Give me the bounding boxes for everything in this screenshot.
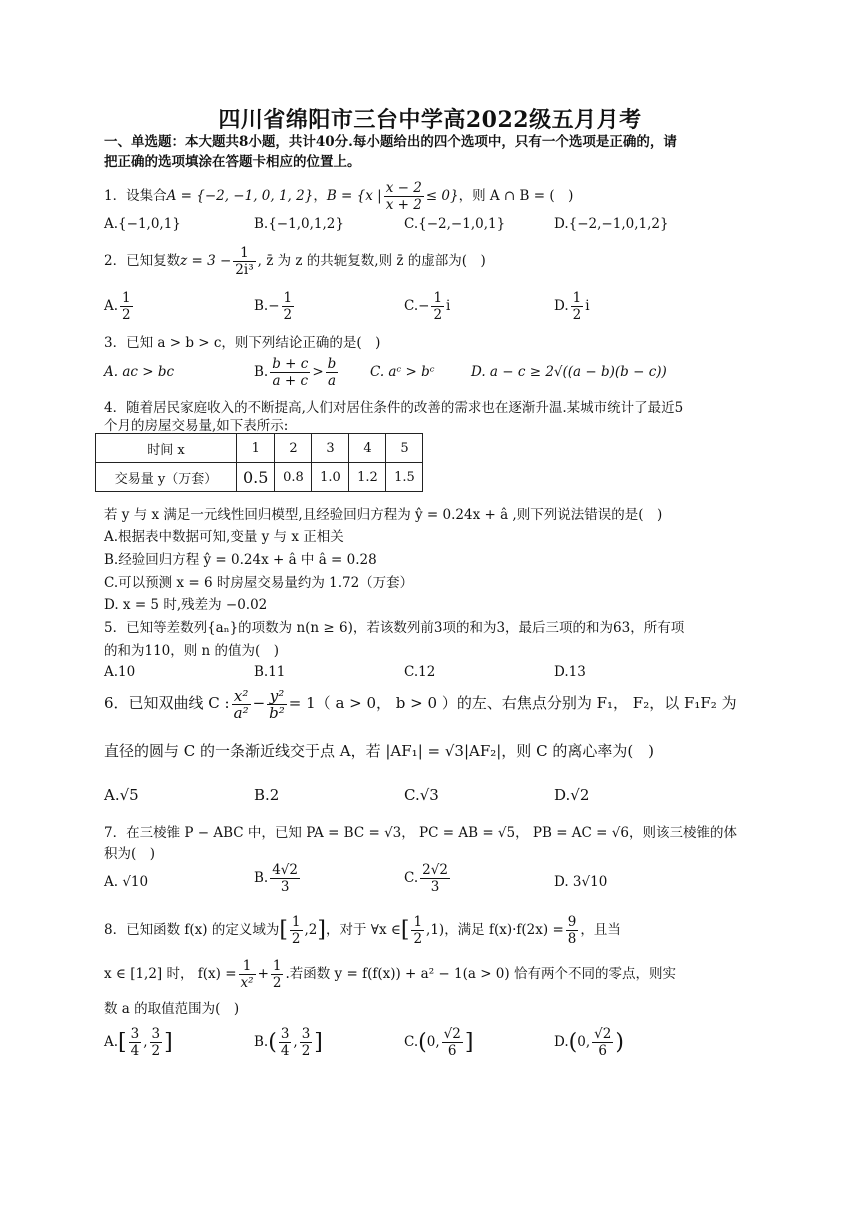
q1-set-b-right: ≤ 0} (425, 188, 459, 204)
q8-line2-suffix: .若函数 y = f(f(x)) + a² − 1(a > 0) 恰有两个不同的零点，则实 (285, 966, 676, 982)
q8-function-denominator-2: 2 (272, 975, 282, 991)
q8-function-numerator-1: 1 (239, 958, 256, 975)
q2-option-a-label: A. (104, 298, 119, 314)
q3-option-b-fraction-2 (326, 356, 339, 389)
q4-option-d[interactable]: D. x = 5 时,残差为 −0.02 (104, 597, 268, 613)
q2-option-b-denominator: 2 (283, 307, 293, 323)
table-cell: 4 (349, 434, 386, 463)
q8-function-denominator-1: x² (240, 975, 254, 991)
q8-interval-fraction (411, 914, 424, 947)
q2-fraction (233, 245, 255, 278)
q6-option-c[interactable]: C.√3 (404, 786, 439, 804)
table-cell: 3 (312, 434, 349, 463)
q2-expression: z = 3 − (180, 253, 232, 269)
q8-option-b-close: ] (314, 1030, 323, 1055)
q1-option-d[interactable]: D.{−2,−1,0,1,2} (554, 216, 669, 232)
q5-option-d[interactable]: D.13 (554, 664, 586, 680)
q8-option-a-numerator-2: 3 (151, 1026, 161, 1042)
q1-option-c[interactable]: C.{−2,−1,0,1} (404, 216, 506, 232)
question-6-stem (104, 683, 756, 723)
q8-option-d[interactable] (554, 1026, 624, 1059)
question-4-stem: 若 y 与 x 满足一元线性回归模型,且经验回归方程为 ŷ = 0.24x + â ,则下列说法错误的是( ) (104, 507, 663, 523)
question-6-line2: 直径的圆与 C 的一条渐近线交于点 A，若 |AF₁| = √3|AF₂|，则 C 的离心率为( ) (104, 742, 655, 760)
q2-option-c-label: C.− (404, 298, 430, 314)
q8-option-a-close: ] (164, 1030, 173, 1055)
q7-option-c-fraction (420, 862, 450, 895)
q8-option-d-numerator: √2 (594, 1026, 612, 1042)
question-7-options (104, 862, 756, 896)
q7-option-c[interactable] (404, 862, 452, 895)
q7-option-a[interactable]: A. √10 (104, 874, 149, 890)
q1-prefix: 1．设集合 (104, 188, 167, 204)
q8-option-b-numerator-2: 3 (301, 1026, 311, 1042)
q1-set-a: A = {−2, −1, 0, 1, 2} (166, 188, 314, 204)
q8-option-a-fraction-1 (129, 1026, 142, 1059)
q8-option-b-fraction-1 (279, 1026, 292, 1059)
table-cell: 0.5 (237, 463, 275, 492)
q2-option-a-fraction (120, 290, 133, 323)
q8-function-numerator-2: 1 (272, 958, 282, 974)
q4-option-a[interactable]: A.根据表中数据可知,变量 y 与 x 正相关 (104, 529, 344, 545)
table-row (96, 463, 423, 492)
q4-option-b[interactable]: B.经验回归方程 ŷ = 0.24x + â 中 â = 0.28 (104, 552, 377, 568)
question-5-line2: 的和为110，则 n 的值为( ) (104, 643, 280, 659)
question-1-stem (104, 180, 756, 213)
question-2-options (104, 290, 756, 324)
table-cell: 1.0 (312, 463, 349, 492)
q7-option-b-denominator: 3 (280, 879, 290, 895)
table-header-time: 时间 x (96, 434, 237, 463)
q6-denominator-1: a² (233, 703, 249, 722)
q2-option-d[interactable] (554, 290, 590, 323)
q7-option-c-numerator: 2√2 (422, 862, 448, 878)
question-4-line2: 个月的房屋交易量,如下表所示: (104, 418, 289, 434)
q8-function-fraction-2 (271, 958, 284, 991)
q7-option-c-denominator: 3 (430, 879, 440, 895)
q4-option-c[interactable]: C.可以预测 x = 6 时房屋交易量约为 1.72（万套） (104, 575, 414, 591)
question-8-line3: 数 a 的取值范围为( ) (104, 1001, 240, 1017)
q7-option-d[interactable]: D. 3√10 (554, 874, 608, 890)
q8-option-a-label: A. (104, 1034, 119, 1050)
question-8-line2 (104, 954, 756, 994)
q3-option-a[interactable]: A. ac > bc (104, 364, 175, 380)
question-6-options (104, 786, 756, 820)
table-cell: 5 (386, 434, 423, 463)
q8-option-d-denominator: 6 (598, 1043, 608, 1059)
question-4-line1: 4．随着居民家庭收入的不断提高,人们对居住条件的改善的需求也在逐渐升温.某城市统计了最近5 (104, 400, 684, 416)
q8-option-b-denominator-1: 4 (280, 1043, 290, 1059)
question-8-stem (104, 910, 756, 951)
q3-option-d[interactable]: D. a − c ≥ 2√((a − b)(b − c)) (471, 364, 667, 380)
q8-option-d-label: D. (554, 1034, 569, 1050)
q5-option-a[interactable]: A.10 (104, 664, 136, 680)
q6-suffix: = 1（ a > 0， b > 0 ）的左、右焦点分别为 F₁， F₂，以 F₁F₂ 为 (288, 694, 737, 712)
q7-option-b-label: B. (254, 870, 269, 886)
q8-domain-fraction (290, 914, 303, 947)
q1-option-a[interactable]: A.{−1,0,1} (104, 216, 181, 232)
q8-interval-numerator: 1 (413, 914, 423, 930)
question-3-stem: 3．已知 a > b > c，则下列结论正确的是( ) (104, 335, 381, 351)
q8-condition: ，满足 f(x)·f(2x) = (444, 922, 564, 938)
q1-separator: ， (313, 188, 327, 204)
q2-option-a-numerator: 1 (122, 290, 131, 306)
q2-option-b-numerator: 1 (283, 290, 293, 306)
q2-numerator: 1 (233, 245, 255, 262)
q3-option-b-label: B. (254, 364, 269, 380)
table-cell: 1.5 (386, 463, 423, 492)
q8-option-a-open: [ (118, 1030, 127, 1055)
q8-domain-denominator: 2 (291, 931, 301, 947)
q1-set-b-fraction (384, 180, 424, 213)
table-cell: 0.8 (275, 463, 312, 492)
q3-option-b-denominator-1: a + c (272, 373, 309, 389)
q6-minus: − (252, 694, 266, 712)
q8-option-d-lead: 0, (577, 1034, 591, 1050)
q8-line2-prefix: x ∈ [1,2] 时， f(x) = (104, 966, 237, 982)
q8-option-b[interactable]: B.( $\frac{3}{4}$ , $\frac{3}{2}$ ] (254, 1026, 323, 1059)
q8-option-a[interactable]: A.[ $\frac{3}{4}$ , $\frac{3}{2}$ ] (104, 1026, 173, 1059)
q8-option-c-close: ] (464, 1030, 474, 1055)
q6-fraction-2 (267, 688, 287, 721)
q8-interval-open: [ (400, 917, 410, 943)
q2-option-b-fraction (282, 290, 295, 323)
q1-set-b-numerator: x − 2 (385, 180, 422, 196)
q8-option-b-denominator-2: 2 (301, 1043, 311, 1059)
q8-option-d-open: ( (568, 1030, 578, 1055)
table-cell: 1.2 (349, 463, 386, 492)
q3-option-b-numerator-1: b + c (272, 356, 309, 372)
q1-set-b-left: B = {x | (326, 188, 382, 204)
q8-option-c-numerator: √2 (443, 1026, 461, 1042)
q3-option-b-numerator-2: b (327, 356, 337, 372)
q8-prefix: 8．已知函数 f(x) 的定义域为 (104, 922, 280, 938)
q3-option-b-denominator-2: a (327, 373, 336, 389)
q8-option-d-fraction (592, 1026, 613, 1059)
q2-option-a[interactable] (104, 290, 135, 323)
q8-option-b-open: ( (268, 1030, 277, 1055)
q8-option-b-numerator-1: 3 (280, 1026, 290, 1042)
q1-set-b-denominator: x + 2 (385, 197, 422, 213)
q8-condition-denominator: 8 (567, 931, 577, 947)
q2-option-c-fraction (431, 290, 444, 323)
q2-option-d-tail: i (585, 298, 590, 314)
q3-option-b-fraction-1 (270, 356, 310, 389)
q8-interval-denominator: 2 (413, 931, 423, 947)
q2-option-d-label: D. (554, 298, 569, 314)
q8-plus: + (257, 966, 269, 982)
section-heading-line2: 把正确的选项填涂在答题卡相应的位置上。 (104, 154, 361, 170)
q2-option-d-fraction (571, 290, 584, 323)
q6-option-b[interactable]: B.2 (254, 786, 280, 804)
q6-numerator-1: x² (232, 688, 251, 705)
q2-option-c-numerator: 1 (433, 290, 443, 306)
q6-denominator-2: b² (269, 703, 285, 722)
question-3-options (104, 356, 756, 390)
question-7-line1: 7．在三棱锥 P − ABC 中，已知 PA = BC = √3， PC = AB = √5， PB = AC = √6，则该三棱锥的体 (104, 825, 737, 841)
q2-option-c-tail: i (446, 298, 451, 314)
q8-option-c[interactable] (404, 1026, 473, 1059)
q8-domain-close: ] (317, 917, 326, 943)
question-8-options (104, 1026, 756, 1072)
table-header-volume: 交易量 y（万套） (96, 463, 237, 492)
q6-prefix: 6．已知双曲线 C : (104, 694, 230, 712)
q8-option-c-label: C. (404, 1034, 419, 1050)
q8-domain-numerator: 1 (291, 914, 301, 930)
q2-option-d-numerator: 1 (572, 290, 582, 306)
q8-domain-open: [ (279, 917, 288, 943)
table-row (96, 434, 423, 463)
q2-denominator: 2i³ (235, 262, 254, 278)
q3-option-b[interactable] (254, 356, 340, 389)
q7-option-b-fraction (270, 862, 300, 895)
q8-condition-fraction (566, 914, 579, 947)
q8-option-c-open: ( (418, 1030, 427, 1055)
q8-option-a-denominator-2: 2 (151, 1043, 161, 1059)
q6-option-a[interactable]: A.√5 (104, 786, 139, 804)
q8-option-a-fraction-2 (150, 1026, 163, 1059)
q2-option-d-denominator: 2 (572, 307, 582, 323)
q2-suffix: , z̄ 为 z 的共轭复数,则 z̄ 的虚部为( ) (257, 253, 486, 269)
q7-option-c-label: C. (404, 870, 419, 886)
q8-option-b-fraction-2 (300, 1026, 313, 1059)
q8-option-b-label: B. (254, 1034, 269, 1050)
q8-option-a-numerator-1: 3 (130, 1026, 140, 1042)
q8-option-c-fraction (442, 1026, 463, 1059)
q8-domain-right: ,2 (304, 922, 318, 938)
q2-option-b[interactable] (254, 290, 296, 323)
transaction-table (95, 433, 423, 492)
q7-option-b[interactable] (254, 862, 302, 895)
table-cell: 2 (275, 434, 312, 463)
q1-option-b[interactable]: B.{−1,0,1,2} (254, 216, 344, 232)
q8-option-d-close: ) (615, 1030, 624, 1055)
q6-option-d[interactable]: D.√2 (554, 786, 590, 804)
q8-option-a-denominator-1: 4 (130, 1043, 140, 1059)
q2-option-c-denominator: 2 (433, 307, 443, 323)
q6-numerator-2: y² (267, 688, 287, 705)
q7-option-b-numerator: 4√2 (272, 862, 298, 878)
q8-function-fraction-1 (239, 958, 256, 991)
section-heading-line1: 一、单选题：本大题共8小题，共计40分.每小题给出的四个选项中，只有一个选项是正确的，请 (104, 134, 677, 150)
q5-option-c[interactable]: C.12 (404, 664, 436, 680)
q8-option-c-denominator: 6 (447, 1043, 457, 1059)
q5-option-b[interactable]: B.11 (254, 664, 286, 680)
q8-option-c-lead: 0, (426, 1034, 440, 1050)
q2-option-c[interactable] (404, 290, 450, 323)
question-7-line2: 积为( ) (104, 846, 156, 862)
q8-interval-right: ,1) (426, 922, 445, 938)
question-5-line1: 5．已知等差数列{aₙ}的项数为 n(n ≥ 6)，若该数列前3项的和为3，最后三项的和为63，所有项 (104, 620, 685, 636)
q3-option-c[interactable]: C. aᶜ > bᶜ (370, 364, 435, 380)
q2-prefix: 2．已知复数 (104, 253, 181, 269)
q2-option-b-label: B.− (254, 298, 280, 314)
q3-option-b-gt: > (312, 364, 324, 380)
q1-suffix: ，则 A ∩ B = ( ) (458, 188, 574, 204)
q2-option-a-denominator: 2 (122, 307, 131, 323)
q6-fraction-1 (232, 688, 251, 721)
q8-condition-numerator: 9 (567, 914, 577, 930)
q8-condition-tail: ，且当 (580, 922, 621, 938)
page-title: 四川省绵阳市三台中学高2022级五月月考 (218, 107, 642, 133)
q8-mid: ，对于 ∀x ∈ (326, 922, 401, 938)
table-cell: 1 (237, 434, 275, 463)
question-2-stem (104, 244, 756, 278)
